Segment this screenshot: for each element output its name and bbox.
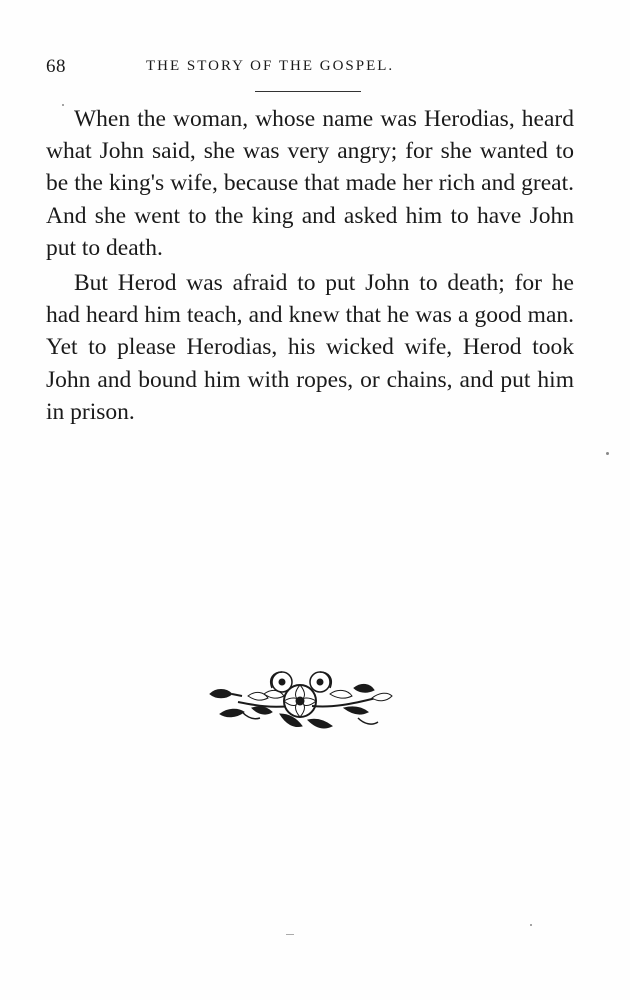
body-text	[46, 103, 574, 428]
floral-vignette-icon	[208, 668, 394, 740]
page-speck	[62, 104, 64, 106]
page-speck	[530, 924, 532, 926]
page-speck	[286, 934, 294, 935]
running-title: THE STORY OF THE GOSPEL.	[146, 58, 395, 74]
paragraph-2: But Herod was afraid to put John to death; for he had heard him teach, and knew that he was a good man. Yet to please Herodias, his wicked wife, Herod took John and bound him with ropes, or chains, and put him in prison.	[46, 270, 574, 425]
page-speck	[606, 452, 609, 455]
page-number: 68	[46, 56, 66, 77]
running-head	[46, 56, 576, 78]
title-rule	[255, 91, 361, 92]
paragraph-1: When the woman, whose name was Herodias, heard what John said, she was very angry; for she wanted to be the king's wife, because that made her rich and great. And she went to the king and asked him to have John put to death.	[46, 106, 574, 261]
